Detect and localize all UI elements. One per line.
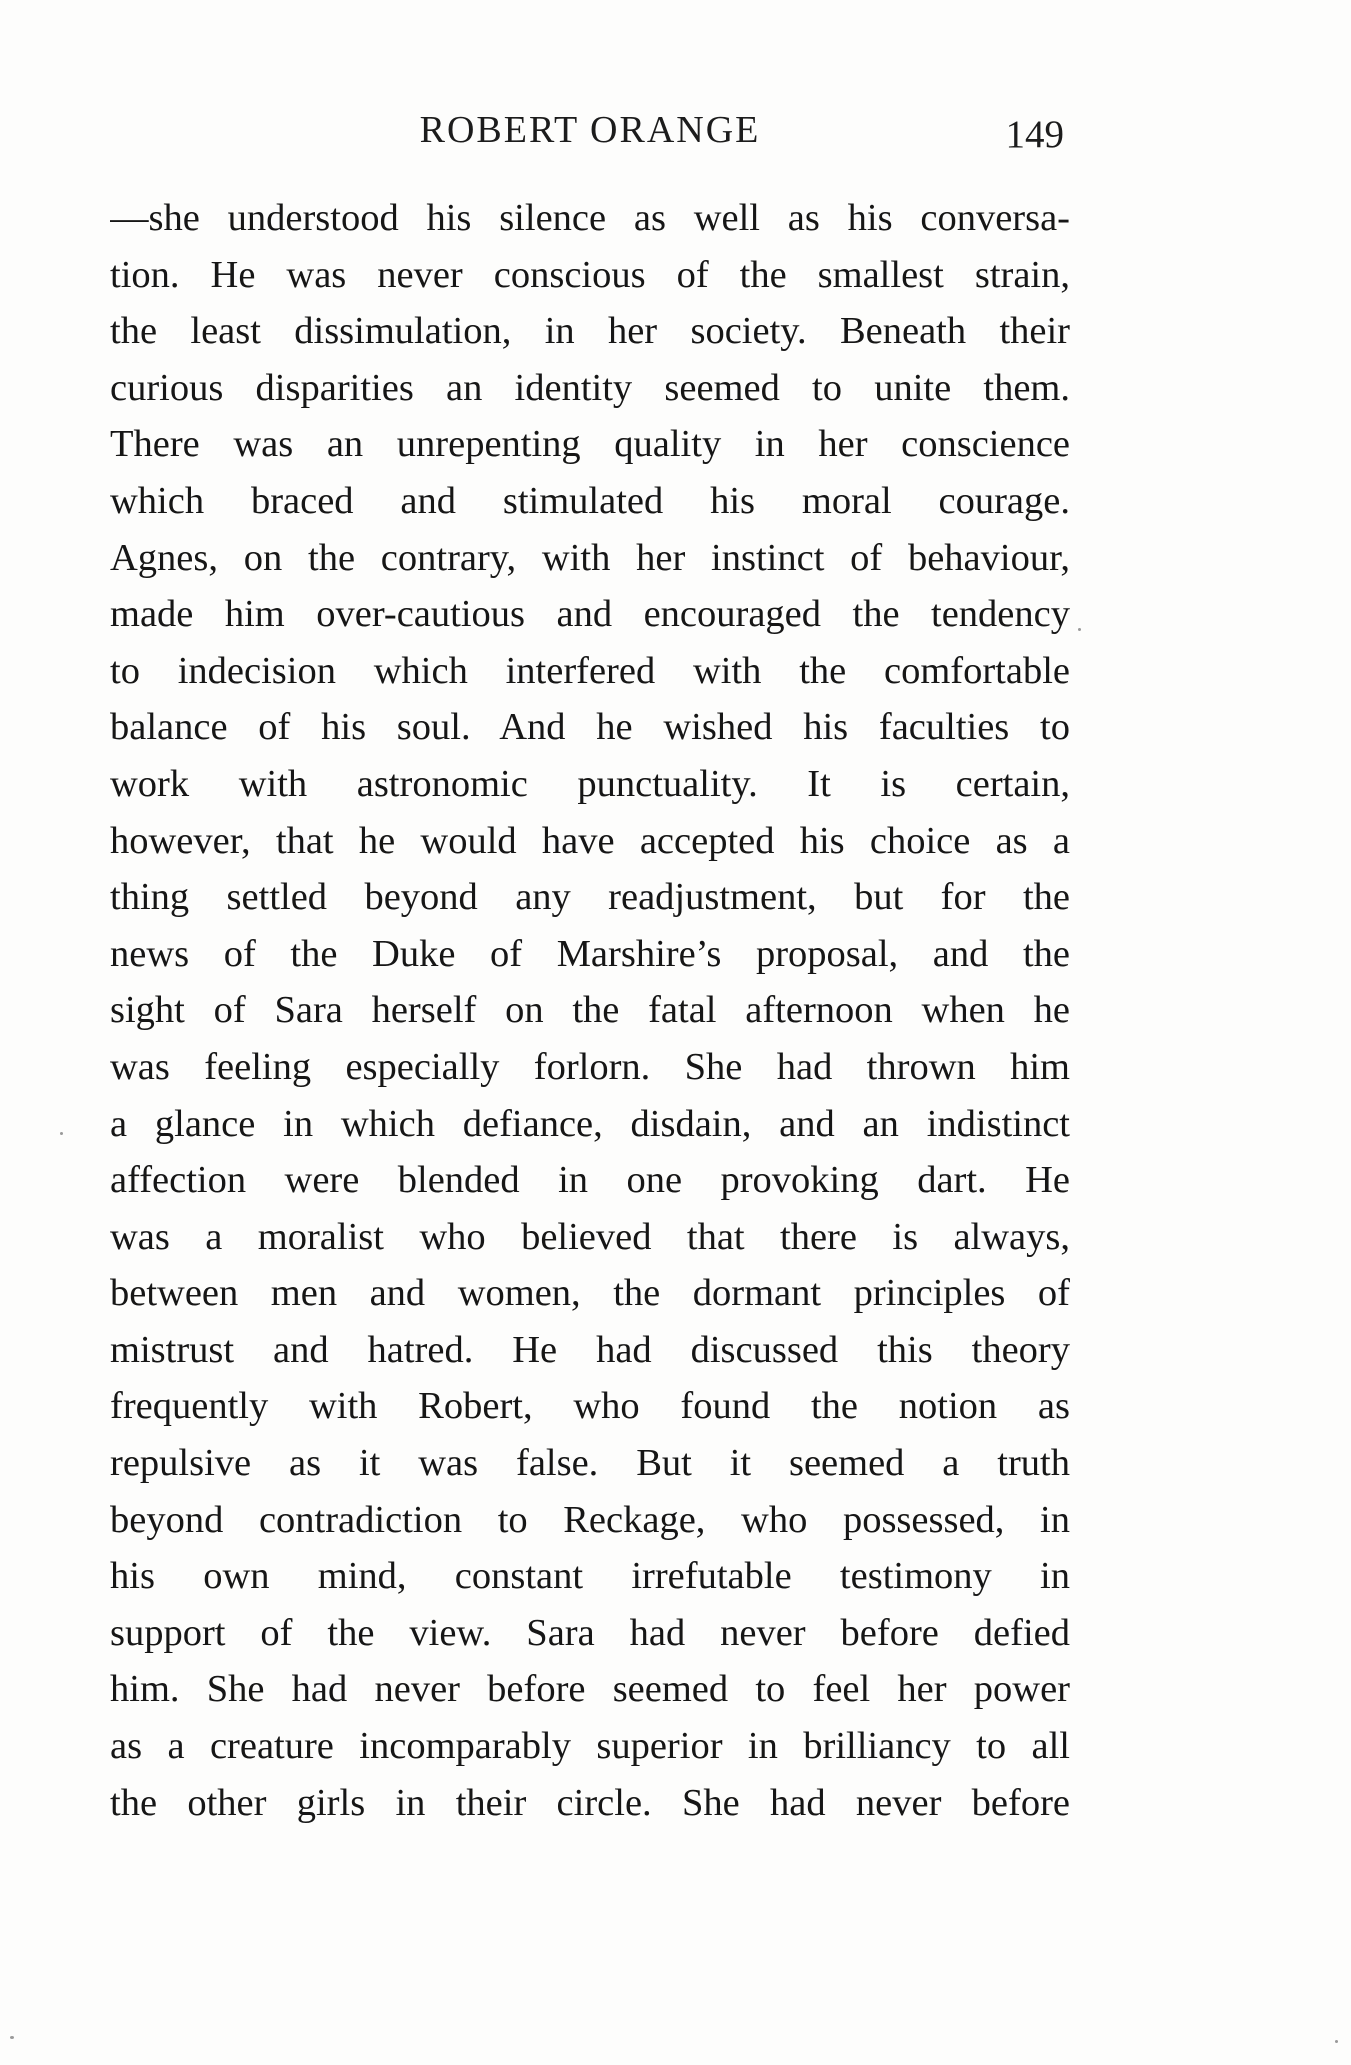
text-line: frequently with Robert, who found the notion as [110, 1385, 1070, 1428]
text-line: however, that he would have accepted his choice as a [110, 819, 1070, 862]
text-line: thing settled beyond any readjustment, but for the [110, 876, 1070, 919]
text-line: his own mind, constant irrefutable testimony in [110, 1555, 1070, 1598]
running-head [110, 108, 1070, 168]
text-line: him. She had never before seemed to feel her power [110, 1668, 1070, 1711]
text-line: affection were blended in one provoking dart. He [110, 1159, 1070, 1202]
text-line: tion. He was never conscious of the smallest strain, [110, 253, 1070, 296]
text-line: There was an unrepenting quality in her conscience [110, 423, 1070, 466]
text-line: to indecision which interfered with the comfortable [110, 649, 1070, 692]
text-line: beyond contradiction to Reckage, who possessed, in [110, 1498, 1070, 1541]
text-line: support of the view. Sara had never before defied [110, 1611, 1070, 1654]
text-line: made him over-cautious and encouraged the tendency [110, 593, 1070, 636]
text-line: as a creature incomparably superior in brilliancy to all [110, 1725, 1070, 1768]
text-line: was feeling especially forlorn. She had thrown him [110, 1045, 1070, 1088]
text-line: mistrust and hatred. He had discussed this theory [110, 1328, 1070, 1371]
scan-speck [60, 1132, 63, 1135]
text-line: was a moralist who believed that there is always, [110, 1215, 1070, 1258]
scan-speck [1335, 2040, 1338, 2043]
text-line: repulsive as it was false. But it seemed a truth [110, 1442, 1070, 1485]
text-line: balance of his soul. And he wished his faculties to [110, 706, 1070, 749]
text-line: between men and women, the dormant principles of [110, 1272, 1070, 1315]
text-line: which braced and stimulated his moral courage. [110, 479, 1070, 522]
text-line: the other girls in their circle. She had never before [110, 1781, 1070, 1824]
scan-speck [10, 2036, 14, 2039]
text-line: —she understood his silence as well as his conversa- [110, 197, 1070, 239]
text-line: news of the Duke of Marshire’s proposal, and the [110, 932, 1070, 975]
running-title: ROBERT ORANGE [419, 109, 761, 151]
page-number: 149 [1005, 113, 1064, 156]
scan-speck [1078, 628, 1081, 631]
text-line: work with astronomic punctuality. It is certain, [110, 762, 1070, 805]
text-line: curious disparities an identity seemed to unite them. [110, 366, 1070, 409]
text-line: a glance in which defiance, disdain, and an indistinct [110, 1102, 1070, 1145]
text-line: sight of Sara herself on the fatal afternoon when he [110, 989, 1070, 1032]
text-line: Agnes, on the contrary, with her instinct of behaviour, [110, 536, 1070, 579]
text-line: the least dissimulation, in her society. Beneath their [110, 310, 1070, 353]
body-text [110, 190, 1070, 1831]
